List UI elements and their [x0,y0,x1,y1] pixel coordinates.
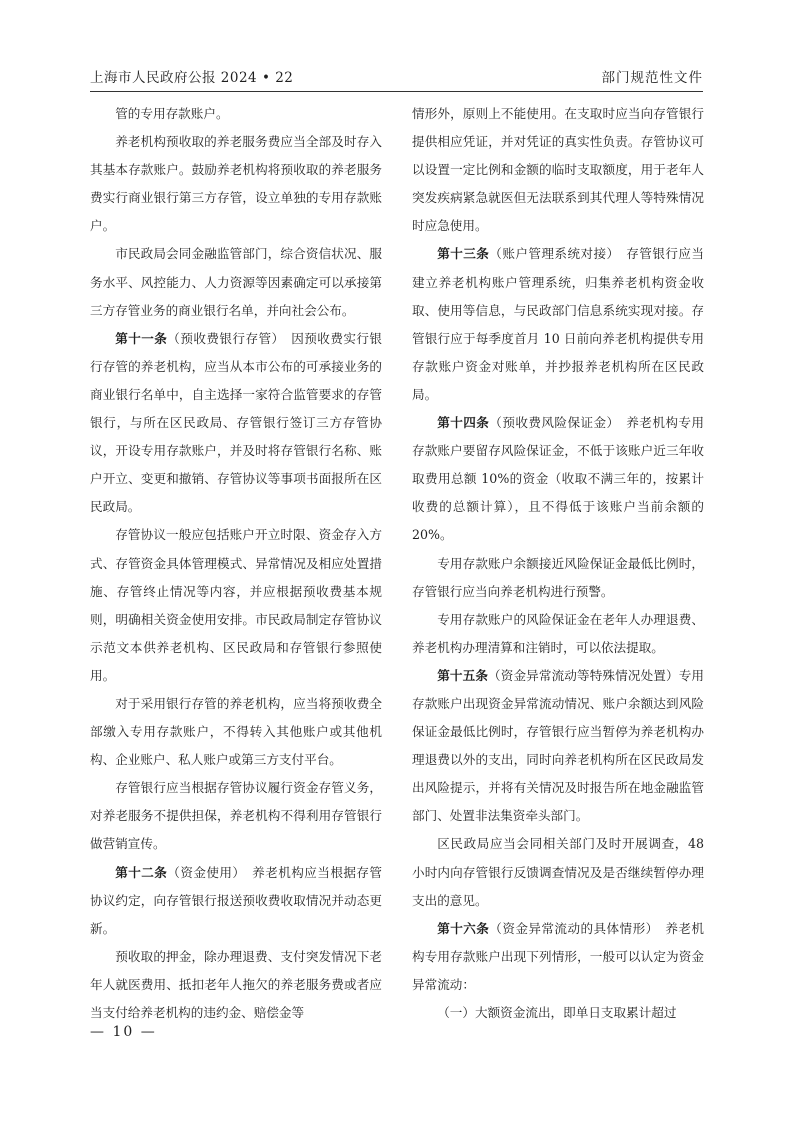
left-column [90,100,382,1027]
header-publication-title: 上海市人民政府公报 2024 • 22 [90,70,294,86]
article-number: 第十二条 [115,864,168,880]
paragraph-text: 市民政局会同金融监管部门，综合资信状况、服务水平、风控能力、人力资源等因素确定可以承接第三方存管业务的商业银行名单，并向社会公布。 [90,246,382,318]
paragraph [412,100,704,240]
article-number: 第十一条 [115,330,168,346]
paragraph-text: 专用存款账户的风险保证金在老年人办理退费、养老机构办理清算和注销时，可以依法提取。 [412,611,704,655]
paragraph [90,100,382,128]
article-number: 第十三条 [437,246,490,262]
paragraph [90,128,382,240]
paragraph [90,774,382,858]
paragraph-text: 管的专用存款账户。 [115,106,229,121]
paragraph [90,690,382,774]
article-number: 第十四条 [437,415,490,431]
paragraph [412,409,704,549]
paragraph [90,859,382,943]
page-number: — 10 — [90,1024,157,1040]
paragraph-text: 存管协议一般应包括账户开立时限、资金存入方式、存管资金具体管理模式、异常情况及相应处置措施、存管终止情况等内容，并应根据预收费基本规则，明确相关资金使用安排。市民政局制定存管协议示范文本供养老机构、区民政局和存管银行参照使用。 [90,527,382,683]
paragraph-text: 对于采用银行存管的养老机构，应当将预收费全部缴入专用存款账户，不得转入其他账户或其他机构、企业账户、私人账户或第三方支付平台。 [90,695,382,768]
paragraph-text: 存管银行应当根据存管协议履行资金存管义务，对养老服务不提供担保，养老机构不得利用存管银行做营销宣传。 [90,780,382,852]
paragraph [412,606,704,662]
paragraph [412,999,704,1027]
paragraph [90,521,382,690]
paragraph [412,550,704,606]
paragraph-text: 专用存款账户余额接近风险保证金最低比例时，存管银行应当向养老机构进行预警。 [412,555,704,599]
article-number: 第十五条 [437,667,489,683]
paragraph-text: （资金异常流动的具体情形） 养老机构专用存款账户出现下列情形，一般可以认定为资金异常流动： [412,920,705,992]
paragraph [412,830,704,914]
article-number: 第十六条 [437,920,490,936]
header-divider [90,91,703,92]
paragraph [90,240,382,324]
paragraph-text: （资金使用） 养老机构应当根据存管协议约定，向存管银行报送预收费收取情况并动态更新。 [90,864,383,936]
paragraph-text: （预收费银行存管） 因预收费实行银行存管的养老机构，应当从本市公布的可承接业务的商业银行名单中，自主选择一家符合监管要求的存管银行，与所在区民政局、存管银行签订三方存管协议，开设专用存款账户，并及时将存管银行名称、账户开立、变更和撤销、存管协议等事项书面报所在区民政局。 [90,330,383,515]
paragraph [412,240,704,409]
paragraph [412,915,704,999]
paragraph-text: 预收取的押金，除办理退费、支付突发情况下老年人就医费用、抵扣老年人拖欠的养老服务费或者应当支付给养老机构的违约金、赔偿金等 [90,948,382,1020]
paragraph-text: （账户管理系统对接） 存管银行应当建立养老机构账户管理系统，归集养老机构资金收取、使用等信息，与民政部门信息系统实现对接。存管银行应于每季度首月 10 日前向养老机构提供专用存款账户资金对账单，并抄报养老机构所在区民政局。 [412,246,705,402]
paragraph-text: （资金异常流动等特殊情况处置）专用存款账户出现资金异常流动情况、账户余额达到风险保证金最低比例时，存管银行应当暂停为养老机构办理退费以外的支出，同时向养老机构所在区民政局发出风险提示，并将有关情况及时报告所在地金融监管部门、处置非法集资牵头部门。 [412,667,704,824]
right-column [412,100,704,1027]
paragraph-text: （预收费风险保证金） 养老机构专用存款账户要留存风险保证金，不低于该账户近三年收取费用总额 10%的资金（收取不满三年的，按累计收费的总额计算），且不得低于该账户当前余额的 20%。 [412,415,705,543]
paragraph-text: 养老机构预收取的养老服务费应当全部及时存入其基本存款账户。鼓励养老机构将预收取的养老服务费实行商业银行第三方存管，设立单独的专用存款账户。 [90,134,382,234]
paragraph [412,662,704,831]
paragraph-text: 情形外，原则上不能使用。在支取时应当向存管银行提供相应凭证，并对凭证的真实性负责。存管协议可以设置一定比例和金额的临时支取额度，用于老年人突发疾病紧急就医但无法联系到其代理人等特殊情况时应急使用。 [412,106,704,234]
header-section-title: 部门规范性文件 [601,70,703,86]
paragraph-text: （一）大额资金流出，即单日支取累计超过 [437,1005,677,1020]
paragraph [90,943,382,1027]
paragraph [90,325,382,522]
paragraph-text: 区民政局应当会同相关部门及时开展调查，48 小时内向存管银行反馈调查情况及是否继续暂停办理支出的意见。 [412,836,704,908]
